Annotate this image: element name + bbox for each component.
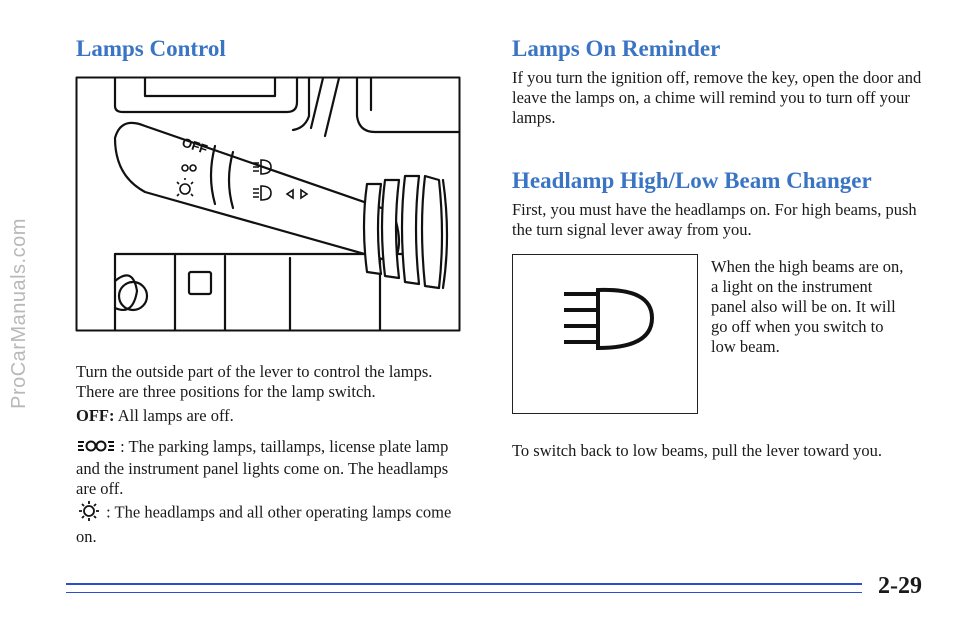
beam-changer-intro: First, you must have the headlamps on. For high beams, push the turn signal lever away from you. <box>512 200 917 239</box>
low-beam-text: To switch back to low beams, pull the lever toward you. <box>512 441 883 460</box>
lamp-lever-illustration <box>75 76 461 332</box>
high-beam-side-text: When the high beams are on, a light on the instrument panel also will be on. It will go off when you switch to low beam. <box>711 257 904 356</box>
item-headlamps-text: : The headlamps and all other operating lamps come on. <box>76 502 452 546</box>
lever-off-label: OFF <box>180 134 210 157</box>
headlamps-icon <box>76 500 102 527</box>
item-parking <box>76 437 468 499</box>
item-headlamps <box>76 500 468 547</box>
lamps-on-reminder-heading: Lamps On Reminder <box>512 36 721 61</box>
item-off <box>76 406 468 426</box>
page-number: 2-29 <box>878 573 922 599</box>
item-off-label: OFF: <box>76 406 115 425</box>
item-off-text: All lamps are off. <box>117 406 234 425</box>
high-beam-icon <box>512 254 698 414</box>
beam-changer-heading: Headlamp High/Low Beam Changer <box>512 168 872 193</box>
item-parking-text: : The parking lamps, taillamps, license plate lamp and the instrument panel lights come on. The headlamps are off. <box>76 437 449 498</box>
lamps-control-intro: Turn the outside part of the lever to control the lamps. There are three positions for the lamp switch. <box>76 362 433 401</box>
lamps-on-reminder-text: If you turn the ignition off, remove the key, open the door and leave the lamps on, a chime will remind you to turn off your lamps. <box>512 68 922 127</box>
watermark-text: ProCarManuals.com <box>7 217 30 409</box>
lamps-control-heading: Lamps Control <box>76 36 226 61</box>
high-beam-icon-box <box>512 254 698 414</box>
footer-rule-thick <box>66 583 862 585</box>
lever-drawing <box>75 76 461 332</box>
footer-rule-thin <box>66 592 862 593</box>
parking-lamps-icon <box>76 438 116 459</box>
watermark <box>2 0 36 626</box>
